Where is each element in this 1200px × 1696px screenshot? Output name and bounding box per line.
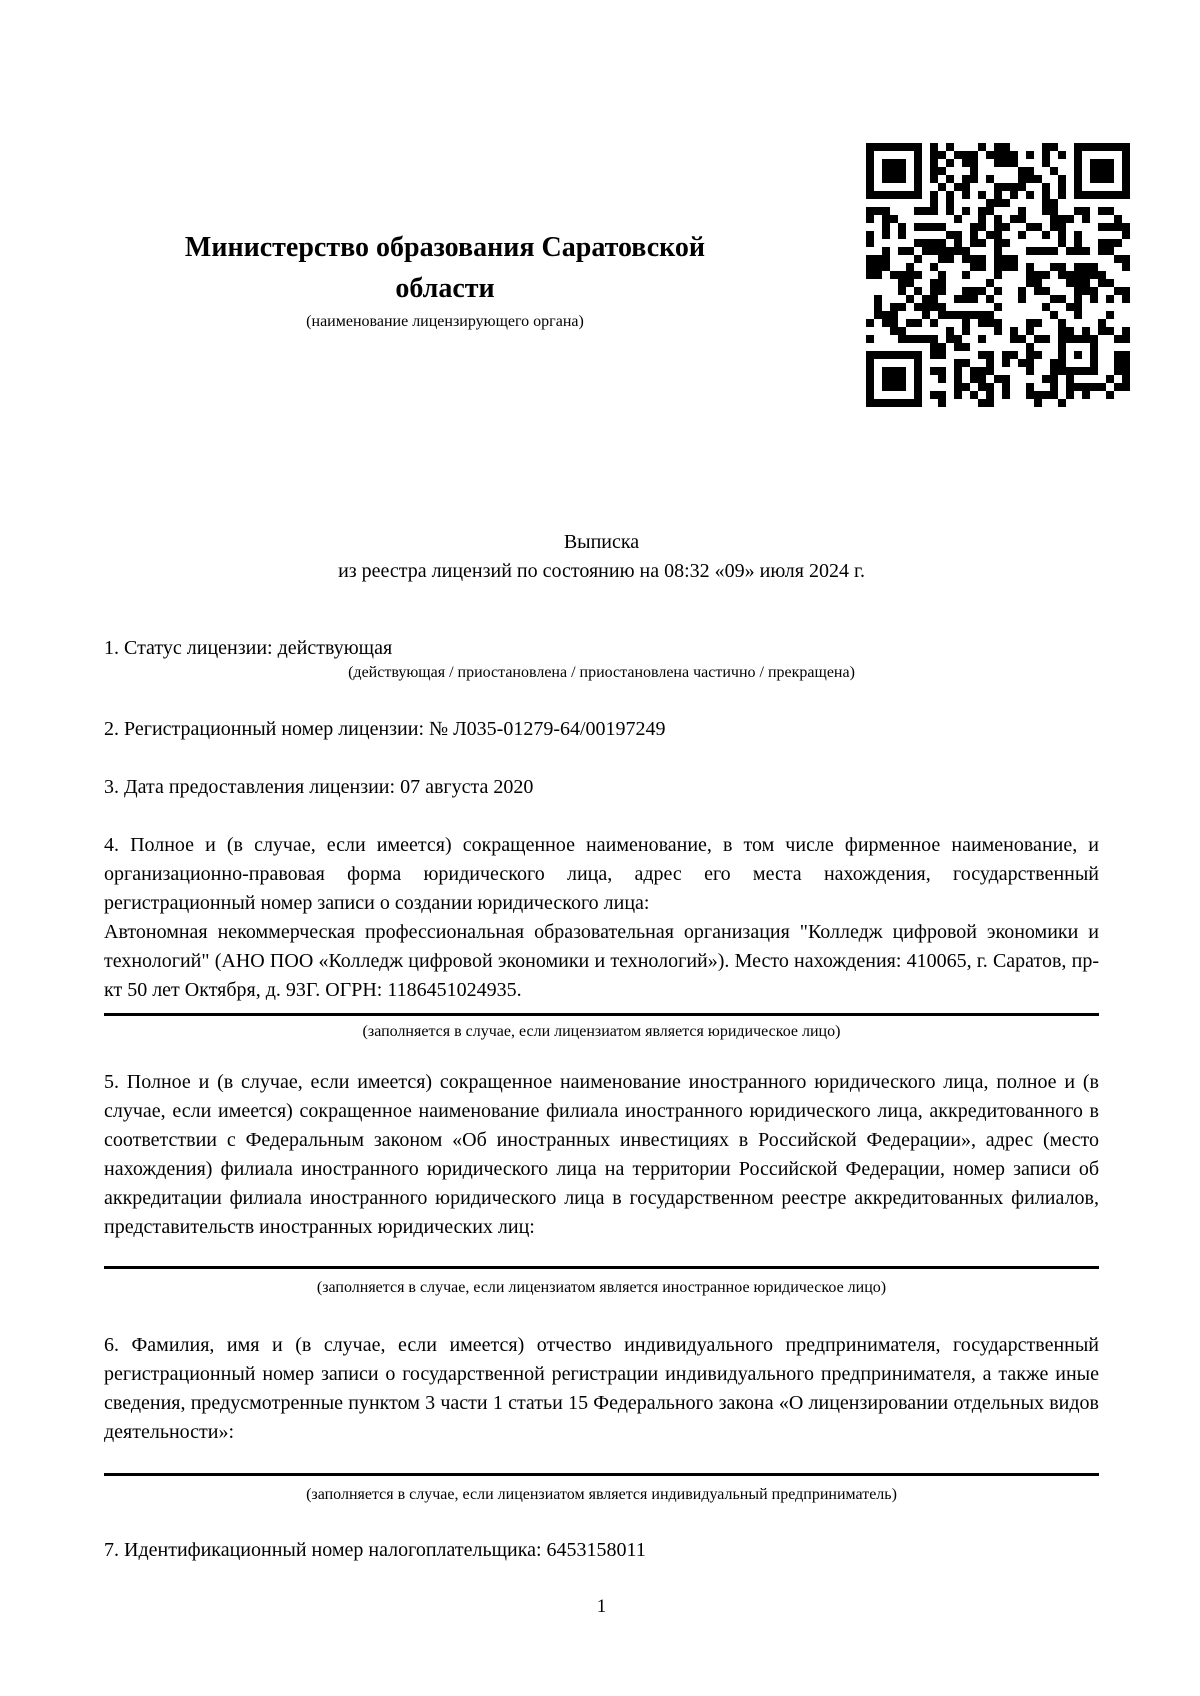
item-license-status-caption: (действующая / приостановлена / приостановлена частично / прекращена): [348, 664, 855, 681]
item-foreign-entity-text: 5. Полное и (в случае, если имеется) сокращенное наименование иностранного юридического лица, полное и (в случае, если имеется) сокращенное наименование филиала иностранного юридического лица, аккредитованного в соответствии с Федеральным законом «Об иностранных инвестициях в Российской Федерации», адрес (место нахождения) филиала иностранного юридического лица на территории Российской Федерации, номер записи об аккредитации филиала иностранного юридического лица в государственном реестре аккредитованных филиалов, представительств иностранных юридических лиц:: [104, 1071, 1099, 1238]
item-grant-date: [104, 773, 1099, 802]
item-individual-entrepreneur-caption: (заполняется в случае, если лицензиатом является индивидуальный предприниматель): [306, 1486, 897, 1503]
legal-entity-fill-rule: [104, 1013, 1099, 1016]
item-legal-entity-caption: (заполняется в случае, если лицензиатом является юридическое лицо): [362, 1023, 841, 1040]
item-registration-number: [104, 715, 1099, 744]
foreign-entity-fill-rule: [104, 1266, 1099, 1269]
item-legal-entity-text: 4. Полное и (в случае, если имеется) сокращенное наименование, в том числе фирменное наименование, и организационно-правовая форма юридического лица, адрес его места нахождения, государственный регистрационный номер записи о создании юридического лица:: [104, 834, 1099, 914]
individual-entrepreneur-fill-rule: [104, 1473, 1099, 1476]
item-license-status-text: 1. Статус лицензии: действующая: [104, 637, 393, 659]
item-taxpayer-id: [104, 1536, 1099, 1565]
qr-code-icon: [866, 143, 1130, 407]
licensing-authority-name: Министерство образования Саратовской области: [184, 232, 706, 304]
item-foreign-entity-caption: (заполняется в случае, если лицензиатом является иностранное юридическое лицо): [316, 1279, 887, 1296]
document-title-line1: Выписка: [563, 531, 640, 553]
item-legal-entity: [104, 831, 1099, 1005]
licensing-authority-header: [140, 227, 750, 332]
item-grant-date-text: 3. Дата предоставления лицензии: 07 августа 2020: [104, 776, 534, 798]
item-individual-entrepreneur: [104, 1331, 1099, 1447]
item-license-status: [104, 634, 1099, 683]
item-individual-entrepreneur-text: 6. Фамилия, имя и (в случае, если имеется) отчество индивидуального предпринимателя, государственный регистрационный номер записи о государственной регистрации индивидуального предпринимателя, а также иные сведения, предусмотренные пунктом 3 части 1 статьи 15 Федерального закона «О лицензировании отдельных видов деятельности»:: [104, 1334, 1099, 1443]
item-foreign-entity: [104, 1068, 1099, 1242]
page-number: 1: [596, 1596, 607, 1617]
qr-code: [866, 143, 1130, 407]
document-title-line2: из реестра лицензий по состоянию на 08:32 «09» июля 2024 г.: [338, 560, 865, 582]
item-taxpayer-id-text: 7. Идентификационный номер налогоплательщика: 6453158011: [104, 1539, 646, 1561]
item-legal-entity-value: Автономная некоммерческая профессиональная образовательная организация "Колледж цифровой экономики и технологий" (АНО ПОО «Колледж цифровой экономики и технологий»). Место нахождения: 410065, г. Саратов, пр-кт 50 лет Октября, д. 93Г. ОГРН: 1186451024935.: [104, 921, 1099, 1001]
licensing-authority-caption: (наименование лицензирующего органа): [306, 313, 584, 330]
document-title: [104, 528, 1099, 586]
item-registration-number-text: 2. Регистрационный номер лицензии: № Л035-01279-64/00197249: [104, 718, 666, 740]
